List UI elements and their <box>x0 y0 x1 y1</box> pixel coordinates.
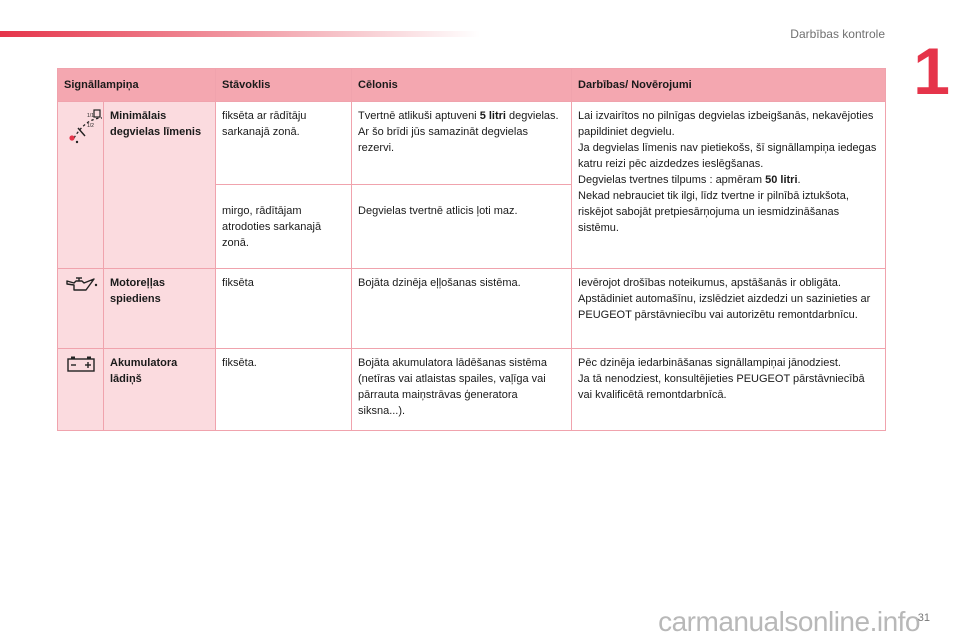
action-text: . Nekad nebrauciet tik ilgi, līdz tvertne ir pilnībā iztukšota, riskējot sabojāt pretpiesārņojuma un iesmidzināšanas sistēmu. <box>578 174 849 234</box>
page-number: 31 <box>917 612 930 624</box>
status-cell: fiksēta ar rādītāju sarkanajā zonā. <box>216 102 352 185</box>
watermark: carmanualsonline.info <box>658 606 920 637</box>
header-accent-bar <box>0 31 480 37</box>
gauge-label-full: 1/1 <box>87 113 94 119</box>
status-cell: fiksēta <box>216 269 352 349</box>
lamp-name-fuel: Minimālais degvielas līmenis <box>104 102 216 269</box>
column-header-cause: Cēlonis <box>352 69 572 102</box>
cause-cell: Bojāta dzinēja eļļošanas sistēma. <box>352 269 572 349</box>
fuel-gauge-icon <box>64 108 106 146</box>
cause-cell: Degvielas tvertnē atlicis ļoti maz. <box>352 185 572 269</box>
chapter-number: 1 <box>913 34 950 108</box>
column-header-action: Darbības/ Novērojumi <box>572 69 886 102</box>
warning-lamps-table <box>57 68 886 431</box>
cause-text: degvielas. Ar šo brīdi jūs samazināt degvielas rezervi. <box>358 110 559 154</box>
lamp-icon-cell <box>58 349 104 431</box>
section-title: Darbības kontrole <box>790 27 885 41</box>
cause-text: Tvertnē atlikuši aptuveni <box>358 110 480 122</box>
status-cell: mirgo, rādītājam atrodoties sarkanajā zonā. <box>216 185 352 269</box>
lamp-icon-cell <box>58 269 104 349</box>
oil-can-icon <box>64 275 100 295</box>
action-cell <box>572 102 886 269</box>
table-row <box>58 349 886 431</box>
cause-cell: Bojāta akumulatora lādēšanas sistēma (netīras vai atlaistas spailes, vaļīga vai pārrauta maiņstrāvas ģeneratora siksna...). <box>352 349 572 431</box>
lamp-name-battery: Akumulatora lādiņš <box>104 349 216 431</box>
gauge-label-half: 1/2 <box>87 123 94 129</box>
table-row <box>58 102 886 185</box>
cause-bold: 5 litri <box>479 110 506 122</box>
lamp-name-oil: Motoreļļas spiediens <box>104 269 216 349</box>
action-text: Lai izvairītos no pilnīgas degvielas izbeigšanās, nekavējoties papildiniet degvielu. Ja degvielas līmenis nav pietiekošs, šī signāllampiņa iedegas katru reizi pēc aizdedzes ieslēgšanas. Degvielas tvertnes tilpums : apmēram <box>578 110 877 186</box>
action-bold: 50 litri <box>765 174 798 186</box>
cause-cell <box>352 102 572 185</box>
table-header-row <box>58 69 886 102</box>
battery-icon <box>66 355 96 373</box>
column-header-lamp: Signāllampiņa <box>58 69 216 102</box>
lamp-icon-cell <box>58 102 104 269</box>
column-header-status: Stāvoklis <box>216 69 352 102</box>
action-cell: Ievērojot drošības noteikumus, apstāšanās ir obligāta. Apstādiniet automašīnu, izslēdziet aizdedzi un sazinieties ar PEUGEOT pārstāvniecību vai autorizētu remontdarbnīcu. <box>572 269 886 349</box>
action-cell: Pēc dzinēja iedarbināšanas signāllampiņai jānodziest. Ja tā nenodziest, konsultējieties PEUGEOT pārstāvniecībā vai kvalificētā remontdarbnīcā. <box>572 349 886 431</box>
status-cell: fiksēta. <box>216 349 352 431</box>
table-row <box>58 269 886 349</box>
